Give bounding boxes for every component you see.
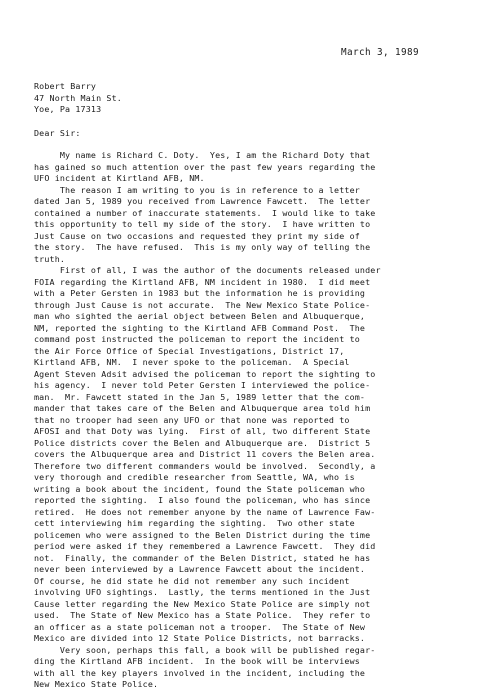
body-line: Of course, he did state he did not remember any such incident bbox=[34, 575, 350, 586]
body-line: the story. The have refused. This is my only way of telling the bbox=[34, 242, 371, 252]
body-line: with all the key players involved in the incident, including the bbox=[34, 667, 366, 678]
body-line: through Just Cause is not accurate. The New Mexico State Police- bbox=[34, 299, 371, 310]
body-line: AFOSI and that Doty was lying. First of all, two different State bbox=[34, 426, 371, 436]
body-line: not. Finally, the commander of the Belen District, stated he has bbox=[34, 552, 371, 563]
body-line: retired. He does not remember anyone by the name of Lawrence Faw- bbox=[34, 506, 376, 517]
body-line: The reason I am writing to you is in reference to a letter bbox=[34, 184, 360, 195]
body-line: command post instructed the policeman to report the incident to bbox=[34, 334, 360, 344]
body-line: period were asked if they remembered a Lawrence Fawcett. They did bbox=[34, 541, 376, 551]
body-line: that no trooper had seen any UFO or that none was reported to bbox=[34, 414, 350, 425]
body-line: covers the Albuquerque area and District 11 covers the Belen area. bbox=[34, 449, 376, 459]
body-line: man. Mr. Fawcett stated in the Jan 5, 1989 letter that the com- bbox=[34, 391, 366, 402]
body-line: Mexico are divided into 12 State Police Districts, not barracks. bbox=[34, 633, 366, 643]
body-line: ding the Kirtland AFB incident. In the book will be interviews bbox=[34, 656, 360, 666]
recipient-address bbox=[34, 81, 122, 116]
body-line: Very soon, perhaps this fall, a book will be published regar- bbox=[34, 644, 376, 655]
body-line: Police districts cover the Belen and Albuquerque are. District 5 bbox=[34, 437, 371, 448]
body-line: the Air Force Office of Special Investigations, District 17, bbox=[34, 345, 345, 356]
body-line: man who sighted the aerial object between Belen and Albuquerque, bbox=[34, 311, 366, 321]
body-line: My name is Richard C. Doty. Yes, I am the Richard Doty that bbox=[34, 150, 371, 160]
body-line: NM, reported the sighting to the Kirtland AFB Command Post. The bbox=[34, 322, 366, 333]
body-line: has gained so much attention over the past few years regarding the bbox=[34, 161, 376, 172]
body-line: with a Peter Gersten in 1983 but the information he is providing bbox=[34, 288, 366, 298]
body-line: contained a number of inaccurate statements. I would like to take bbox=[34, 207, 376, 218]
body-line: this opportunity to tell my side of the story. I have written to bbox=[34, 219, 371, 229]
body-line: used. The State of New Mexico has a State Police. They refer to bbox=[34, 610, 371, 620]
body-line: dated Jan 5, 1989 you received from Lawrence Fawcett. The letter bbox=[34, 196, 371, 206]
body-line: very thorough and credible researcher from Seattle, WA, who is bbox=[34, 472, 355, 482]
letter-date: March 3, 1989 bbox=[341, 47, 419, 58]
body-line: his agency. I never told Peter Gersten I interviewed the police- bbox=[34, 380, 371, 390]
body-line: never been interviewed by a Lawrence Fawcett about the incident. bbox=[34, 564, 366, 574]
body-line: writing a book about the incident, found the State policeman who bbox=[34, 483, 366, 494]
body-line: policemen who were assigned to the Belen District during the time bbox=[34, 529, 371, 540]
letter-body bbox=[34, 150, 496, 691]
body-line: an officer as a state policeman not a trooper. The State of New bbox=[34, 621, 366, 632]
body-line: Agent Steven Adsit advised the policeman to report the sighting to bbox=[34, 368, 376, 379]
body-line: First of all, I was the author of the documents released under bbox=[34, 265, 381, 275]
body-line: mander that takes care of the Belen and Albuquerque area told him bbox=[34, 403, 371, 413]
body-line: New Mexico State Police. bbox=[34, 679, 159, 689]
address-line: Robert Barry bbox=[34, 81, 97, 91]
address-line: Yoe, Pa 17313 bbox=[34, 104, 102, 114]
body-line: involving UFO sightings. Lastly, the terms mentioned in the Just bbox=[34, 587, 371, 597]
body-line: cett interviewing him regarding the sighting. Two other state bbox=[34, 518, 355, 528]
address-line: 47 North Main St. bbox=[34, 92, 122, 103]
body-line: Kirtland AFB, NM. I never spoke to the policeman. A Special bbox=[34, 357, 350, 367]
body-line: FOIA regarding the Kirtland AFB, NM incident in 1980. I did meet bbox=[34, 276, 371, 287]
body-line: reported the sighting. I also found the policeman, who has since bbox=[34, 495, 371, 505]
body-line: Cause letter regarding the New Mexico State Police are simply not bbox=[34, 598, 371, 609]
salutation: Dear Sir: bbox=[34, 128, 81, 138]
body-line: UFO incident at Kirtland AFB, NM. bbox=[34, 173, 205, 183]
body-line: truth. bbox=[34, 253, 66, 264]
body-line: Just Cause on two occasions and requested they print my side of bbox=[34, 230, 360, 241]
body-line: Therefore two different commanders would be involved. Secondly, a bbox=[34, 460, 376, 471]
